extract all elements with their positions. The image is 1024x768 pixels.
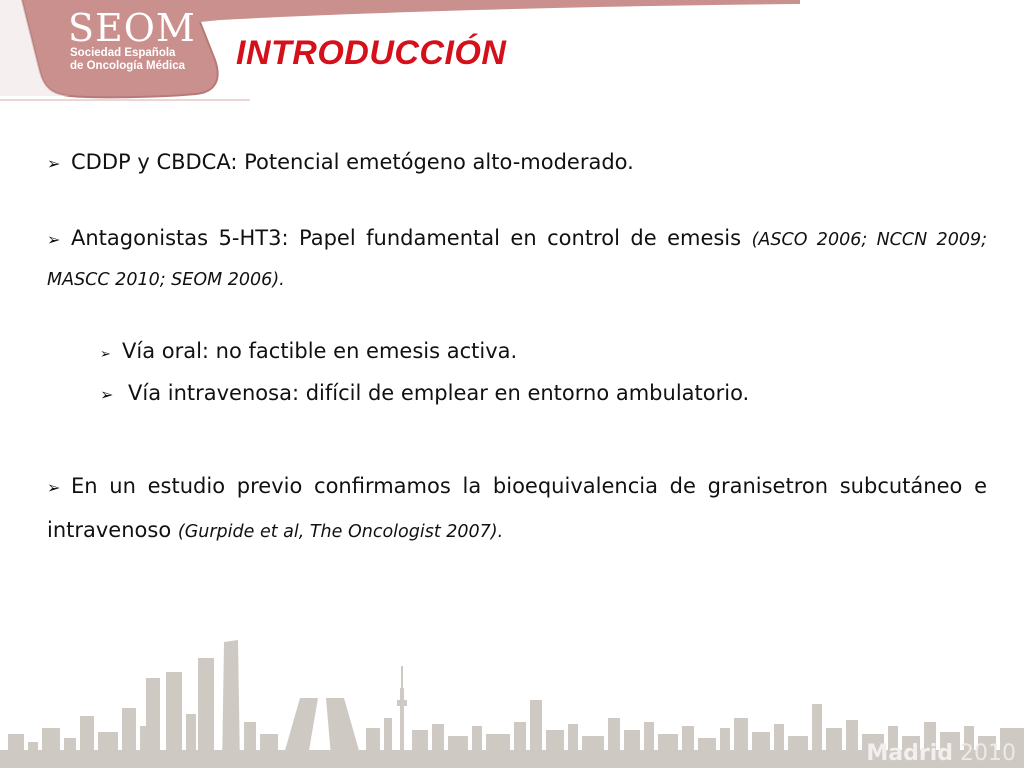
sub-bullet-text: Vía intravenosa: difícil de emplear en entorno ambulatorio. — [128, 381, 750, 405]
citation: (Gurpide et al, The Oncologist 2007). — [177, 522, 504, 542]
citation: (ASCO 2006; NCCN 2009; MASCC 2010; SEOM 2006). — [47, 230, 987, 290]
logo-subtitle-line2: de Oncología Médica — [70, 60, 186, 72]
bullet-text: En un estudio previo confirmamos la bioequivalencia de granisetron subcutáneo e intravenoso — [47, 474, 987, 542]
bullet-item-2 — [47, 219, 987, 299]
bullet-text: Antagonistas 5-HT3: Papel fundamental en control de emesis — [71, 226, 742, 250]
arrowhead-bullet-icon: ➢ — [47, 154, 61, 173]
sub-bullet-text: Vía oral: no factible en emesis activa. — [122, 339, 518, 363]
arrowhead-bullet-icon: ➢ — [47, 230, 61, 249]
slide-title: INTRODUCCIÓN — [236, 34, 507, 72]
logo-subtitle-line1: Sociedad Española — [70, 47, 176, 59]
arrowhead-bullet-icon: ➢ — [100, 347, 111, 362]
event-location-logo — [866, 741, 1016, 766]
arrowhead-bullet-icon: ➢ — [100, 385, 114, 404]
bullet-item-1 — [47, 150, 987, 174]
bullet-text: CDDP y CBDCA: Potencial emetógeno alto-moderado. — [71, 150, 634, 174]
event-year: 2010 — [960, 741, 1016, 766]
bullet-item-3 — [47, 465, 987, 554]
seom-logo: SEOM — [68, 6, 196, 50]
arrowhead-bullet-icon: ➢ — [47, 478, 61, 497]
city-name: Madrid — [866, 741, 953, 766]
sub-bullet-1 — [100, 339, 980, 363]
sub-bullet-2 — [100, 381, 980, 405]
